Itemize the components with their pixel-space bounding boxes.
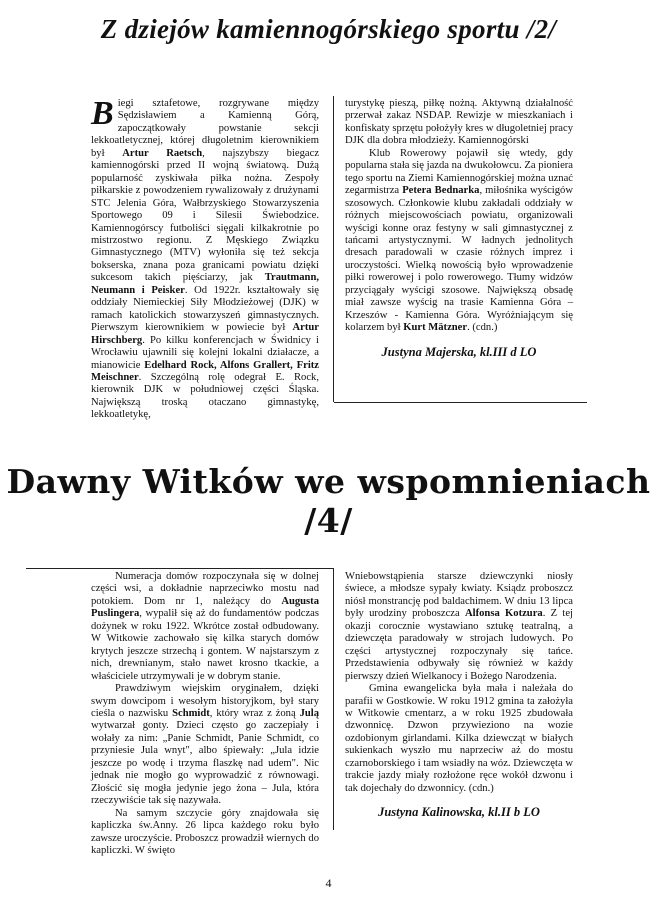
- text-run: , który wraz z żoną: [209, 707, 300, 719]
- article1-signature: Justyna Majerska, kl.III d LO: [381, 344, 537, 359]
- text-run: wytwarzał gonty. Dzieci często go zaczepiały i wołały za nim: „Panie Schmidt, Panie Schmidt, co przyniesie Jula wnyt", albo śpiewały: „Jula idzie jeszcze po wodę i trzyma flaszkę nad udem". Nic jednak nie mogło go wyprowadzić z równowagi. Złościć się mogła jedynie jego żona – Jula, która rzeczywiście tak się nazywała.: [91, 720, 319, 807]
- column-divider-top: [333, 96, 334, 402]
- text-run: Na samym szczycie góry znajdowała się kapliczka św.Anny. 26 lipca każdego roku było zawsze uroczyście. Proboszcz prowadził wiernych do kapliczki. W święto: [91, 807, 319, 856]
- bold-name: Augusta Puslingera: [91, 595, 319, 620]
- bold-name: Julą: [299, 707, 319, 719]
- article2-title: Dawny Witków we wspomnieniach /4/: [6, 462, 651, 540]
- text-run: Gmina ewangelicka była mała i należała do parafii w Gostkowie. W roku 1912 gmina ta założyła w Witkowie cmentarz, a w roku 1925 zbudowała dzwonnicę. Dzwon przywieziono na wozie ozdobionym girlandami. Kilka dziewcząt w białych sukienkach wyszło mu naprzeciw aż do mostu czarnoborskiego i tam wsiadły na wóz. Dziewczęta w trakcie jazdy miały rozłożone ręce wokół dzwonu i tak dojechały do dzwonnicy. (cdn.): [345, 683, 573, 794]
- article2-left-paragraph-3: [91, 808, 319, 858]
- bold-name: Alfonsa Kotzura: [465, 608, 543, 620]
- bold-name: Petera Bednarka: [402, 185, 480, 197]
- drop-cap: B: [91, 95, 114, 132]
- article2-right-paragraph-1: [345, 571, 573, 683]
- text-run: , miłośnika wyścigów szosowych. Członkowie klubu zakładali oddziały w różnych miejscowościach powiatu, organizowali wyścigi konne oraz festyny w sali gimnastycznej z tańcami artystycznymi. W ładnych jednolitych dresach paradowali w czasie różnych imprez i uroczystości. Wielką nowością było wprowadzenie piłki rowerowej i polo rowerowego. Tłumy widzów przyciągały wyścigi szosowe. Największą obsadę miał zawsze wyścig na trasie Kamienna Góra – Krzeszów - Kamienna Góra. Wyróżniającym się kolarzem był: [345, 185, 573, 334]
- article1-title: Z dziejów kamiennogórskiego sportu /2/: [100, 14, 557, 44]
- text-run: . (cdn.): [467, 322, 498, 334]
- article1-right-paragraph-2: [345, 148, 573, 335]
- page-number: 4: [325, 876, 332, 890]
- bold-name: Kurt Mätzner: [403, 322, 468, 334]
- article1-right-paragraph-1: [345, 98, 573, 148]
- text-run: Prawdziwym wiejskim oryginałem, dzięki swym dowcipom i wesołym historyjkom, był stary cieśla o nazwisku: [91, 683, 319, 719]
- text-run: Numeracja domów rozpoczynała się w dolnej części wsi, a dokładnie naprzeciwko mostu nad potokiem. Dom nr 1, należący do: [91, 571, 319, 607]
- article2-right-paragraph-2: [345, 683, 573, 795]
- bold-name: Trautmann, Neumann i Peisker: [91, 272, 319, 296]
- bold-name: Schmidt: [172, 707, 210, 719]
- divider-top-bottom: [334, 402, 587, 403]
- article2-left-paragraph-1: [91, 571, 319, 683]
- bold-name: Edelhard Rock, Alfons Grallert, Fritz Meischner: [91, 359, 319, 383]
- article2-left-paragraph-2: [91, 683, 319, 808]
- text-run: . Z tej okazji corocznie wystawiano sztukę teatralną, a dziewczęta paradowały w strojach ludowych. Po części artystycznej rozpoczynały się tańce. Przedstawienia odbywały się również w każdy pierwszy dzień Wielkanocy i Bożego Narodzenia.: [345, 608, 573, 682]
- bold-name: Artur Raetsch: [122, 147, 203, 159]
- text-run: , wypalił się aż do fundamentów podczas dożynek w roku 1922. Wkrótce został odbudowany. W Witkowie zachowało się kilka starych domów krytych jeszcze strzechą i gontem. W najstarszym z nich, drewnianym, stało nawet krosno tkackie, a właściciele utrzymywali je w dobrym stanie.: [91, 608, 319, 682]
- text-run: . Szczególną rolę odegrał E. Rock, kierownik DJK w południowej części Śląska. Największą troską otaczano gimnastykę, lekkoatletykę,: [91, 371, 319, 421]
- article2-signature: Justyna Kalinowska, kl.II b LO: [378, 805, 540, 820]
- text-run: iegi sztafetowe, rozgrywane między Sędzisławiem a Kamienną Górą, zapoczątkowały powstanie sekcji lekkoatletycznej, której długoletnim kierownikiem był: [91, 98, 319, 159]
- text-run: , najszybszy biegacz kamiennogórski przed II wojną światową. Dużą popularność zyskiwała piłka nożna. Zespoły piłkarskie z powodzeniem rywalizowały z drużynami STC Jelenia Góra, Wałbrzyskiego Stowarzyszenia Sportowego 09 i Silesii Świebodzice. Kamiennogórscy futboliści sięgali kilkakrotnie po mistrzostwo regionu. Z Męskiego Związku Gimnastycznego (MTV) wyłoniła się też sekcja bokserska, znana poza granicami powiatu dzięki sukcesom takich pięściarzy, jak: [91, 147, 320, 284]
- article2-right-column: [345, 571, 573, 819]
- article1-left-paragraph-1: [91, 95, 320, 422]
- text-run: turystykę pieszą, piłkę nożną. Aktywną działalność przerwał zakaz NSDAP. Rewizje w mieszkaniach i konfiskaty sprzętu położyły kres w długoletniej pracy DJK dla dobra młodzieży. Kamiennogórski: [345, 98, 573, 147]
- bold-name: Artur Hirschberg: [91, 322, 319, 346]
- text-run: . Od 1922r. kształtowały się oddziały Niemieckiej Siły Młodzieżowej (DJK) w ramach katolickich stowarzyszeń gimnastycznych. Pierwszym kierownikiem w powiecie był: [91, 284, 319, 334]
- article1-left-column: [91, 95, 320, 422]
- article2-left-column: [91, 571, 319, 857]
- text-run: Klub Rowerowy pojawił się wtedy, gdy popularna stała się jazda na dwukołowcu. Za pioniera tego sportu na Ziemi Kamiennogórskiej można uznać zegarmistrza: [345, 147, 573, 197]
- text-run: . Po kilku konferencjach w Świdnicy i Wrocławiu ujawnili się kolejni lokalni działacze, a mianowicie: [91, 334, 319, 371]
- text-run: Wniebowstąpienia starsze dziewczynki niosły świece, a młodsze sypały kwiaty. Ksiądz proboszcz niósł monstrancję pod baldachimem. W dniu 13 lipca były urodziny proboszcza: [345, 571, 573, 620]
- divider-bottom-top: [26, 568, 333, 569]
- article1-right-column: [345, 98, 573, 358]
- column-divider-bottom: [333, 568, 334, 830]
